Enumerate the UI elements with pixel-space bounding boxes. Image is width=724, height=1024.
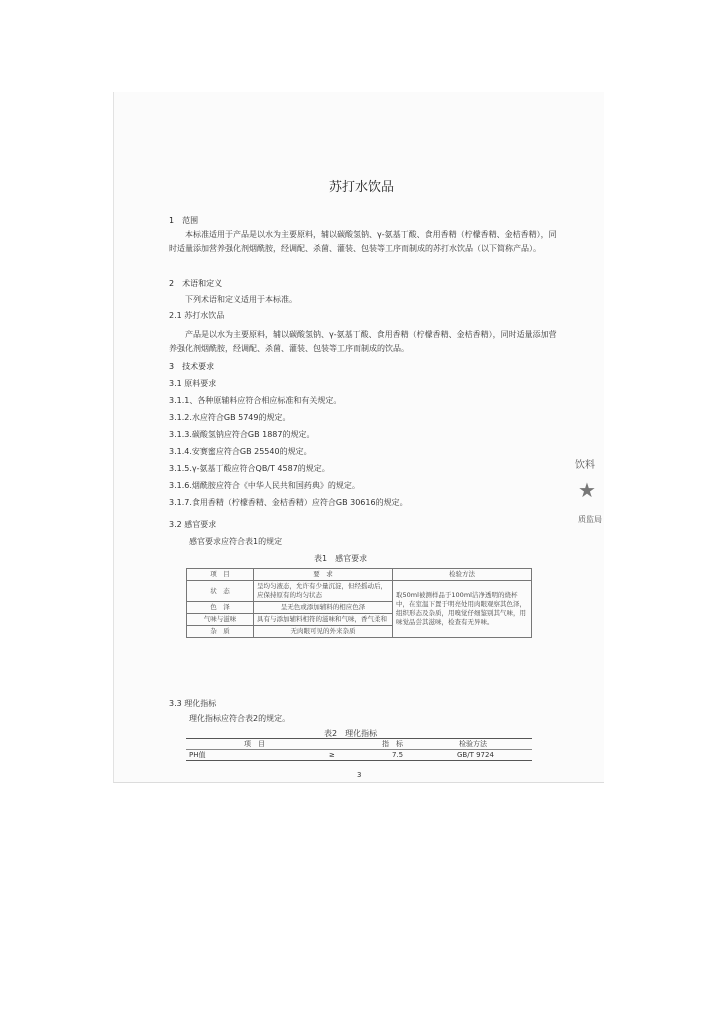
- table-header-cell: 要 求: [254, 569, 393, 581]
- table-2-cell-operator: ≥: [329, 751, 335, 759]
- table-cell: 无肉眼可见的外来杂质: [254, 626, 393, 638]
- section-2-1-heading: 2.1 苏打水饮品: [169, 311, 225, 320]
- clause-3-1-3: 3.1.3.碳酸氢钠应符合GB 1887的规定。: [169, 430, 315, 439]
- table-2-caption: 表2 理化指标: [324, 729, 378, 738]
- table-row: [187, 581, 532, 602]
- table-cell: 具有与添加辅料相符的滋味和气味，香气柔和: [254, 614, 393, 626]
- section-3-1-heading: 3.1 原料要求: [169, 379, 217, 388]
- section-3-3-heading: 3.3 理化指标: [169, 699, 217, 708]
- document-title: 苏打水饮品: [329, 180, 395, 195]
- clause-3-1-6: 3.1.6.烟酰胺应符合《中华人民共和国药典》的规定。: [169, 481, 360, 490]
- table-cell: 杂 质: [187, 626, 254, 638]
- section-2-intro: 下列术语和定义适用于本标准。: [185, 295, 297, 304]
- test-method-cell: 取50ml被测样品于100ml洁净透明的烧杯中，在室温下置于明亮处用肉眼观察其色泽，组织形态及杂质，用嗅觉仔细鉴别其气味，用味觉品尝其滋味，检查有无异味。: [393, 581, 532, 638]
- table-cell: 色 泽: [187, 602, 254, 614]
- side-fragment-bottom: 质监局: [578, 515, 602, 524]
- scanned-page: [113, 92, 604, 783]
- clause-3-1-2: 3.1.2.水应符合GB 5749的规定。: [169, 413, 291, 422]
- section-1-body: 本标准适用于产品是以水为主要原料，辅以碳酸氢钠、γ-氨基丁酸、食用香精（柠檬香精、金桔香精），同时适量添加营养强化剂烟酰胺，经调配、杀菌、灌装、包装等工序而制成的苏打水饮品（以下简称产品）。: [169, 230, 557, 253]
- table-cell: 状 态: [187, 581, 254, 602]
- clause-3-1-7: 3.1.7.食用香精（柠檬香精、金桔香精）应符合GB 30616的规定。: [169, 498, 408, 507]
- clause-3-1-5: 3.1.5.γ-氨基丁酸应符合QB/T 4587的规定。: [169, 464, 330, 473]
- table-1-caption: 表1 感官要求: [314, 554, 368, 563]
- section-3-2-intro: 感官要求应符合表1的规定: [189, 537, 283, 546]
- table-cell: 呈无色或添加辅料的相应色泽: [254, 602, 393, 614]
- table-cell: 气味与滋味: [187, 614, 254, 626]
- table-cell: 呈均匀液态，允许有少量沉淀，但经摇动后，应保持原有的均匀状态: [254, 581, 393, 602]
- section-3-heading: 3 技术要求: [169, 362, 215, 371]
- table-2-bottom-rule: [186, 760, 532, 761]
- page-number: 3: [357, 771, 362, 779]
- table-2-cell-item: PH值: [189, 751, 206, 759]
- table-2-header-index: 指 标: [382, 740, 403, 748]
- table-2-cell-value: 7.5: [392, 751, 404, 759]
- table-header-row: [187, 569, 532, 581]
- clause-3-1-1: 3.1.1、各种原辅料应符合相应标准和有关规定。: [169, 396, 342, 405]
- table-2-header-item: 项 目: [244, 740, 265, 748]
- side-fragment-top: 饮料: [575, 460, 595, 471]
- star-icon: ★: [578, 478, 596, 502]
- table-2-header-method: 检验方法: [459, 740, 487, 748]
- section-2-1-body: 产品是以水为主要原料，辅以碳酸氢钠、γ-氨基丁酸、食用香精（柠檬香精、金桔香精），同时适量添加营养强化剂烟酰胺，经调配、杀菌、灌装、包装等工序而制成的饮品。: [169, 330, 557, 353]
- table-header-cell: 项 目: [187, 569, 254, 581]
- section-3-2-heading: 3.2 感官要求: [169, 520, 217, 529]
- table-header-cell: 检验方法: [393, 569, 532, 581]
- clause-3-1-4: 3.1.4.安赛蜜应符合GB 25540的规定。: [169, 447, 312, 456]
- section-1-heading: 1 范围: [169, 216, 199, 225]
- sensory-requirements-table: [186, 568, 532, 638]
- table-2-cell-method: GB/T 9724: [457, 751, 494, 759]
- section-2-heading: 2 术语和定义: [169, 279, 223, 288]
- section-3-3-intro: 理化指标应符合表2的规定。: [189, 714, 291, 723]
